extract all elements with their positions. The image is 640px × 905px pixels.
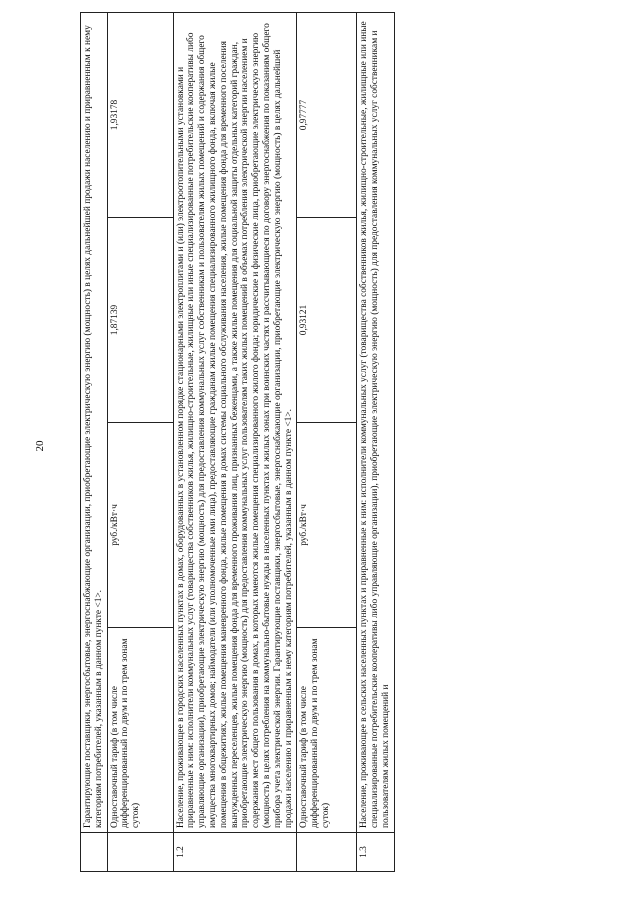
description-cell <box>357 13 394 833</box>
table-row <box>107 13 173 872</box>
row-number-cell <box>297 833 357 872</box>
description-text: Население, проживающее в сельских населенных пунктах и приравненные к ним: исполнители коммунальных услуг (товарищества собственников жилья, жилищно-строительные, жилищные или иные специализированные потребительские кооперативы либо управляющие организации), приобретающие электрическую энергию (мощность) для предоставления коммунальных услуг собственникам и пользователям жилых помещений и <box>359 21 391 828</box>
table-row <box>81 13 108 872</box>
page-number: 20 <box>34 440 46 452</box>
tariff-label-cell: Одноставочный тариф (в том числе дифференцированный по двум и по трем зонам суток) <box>297 628 357 833</box>
unit-cell: руб./кВт·ч <box>297 423 357 628</box>
table-row <box>173 13 297 872</box>
tariff-label-cell: Одноставочный тариф (в том числе дифференцированный по двум и по трем зонам суток) <box>107 628 173 833</box>
tariff-value-first-half: 0,93121 <box>297 218 357 423</box>
table-row <box>357 13 394 872</box>
description-cell <box>173 13 297 833</box>
rotated-page-content <box>80 12 592 872</box>
table-row <box>297 13 357 872</box>
description-text: Гарантирующие поставщики, энергосбытовые, энергоснабжающие организации, приобретающие электрическую энергию (мощность) в целях дальнейшей продажи населению и приравненным к нему категориям потребителей, указанным в данном пункте <1>. <box>83 25 104 828</box>
row-number-cell <box>81 833 108 872</box>
description-cell <box>81 13 108 833</box>
tariff-value-first-half: 1,87139 <box>107 218 173 423</box>
description-text: Население, проживающее в городских населенных пунктах в домах, оборудованных в установленном порядке стационарными электроплитами и (или) электроотопительными установками и приравненные к ним: исполнители коммунальных услуг (товарищества собственников жилья, жилищно-строительные, жилищные или иные специализированные потребительские кооперативы либо управляющие организации), приобретающие электрическую энергию (мощность) для предоставления коммунальных услуг собственникам и пользователям жилых помещений и содержания общего имущества многоквартирных домов; наймодатели (или уполномоченные ими лица), предоставляющие гражданам жилые помещения специализированного жилищного фонда, включая жилые помещения в общежитиях, жилые помещения маневренного фонда, жилые помещения в домах системы социального обслуживания населения, жилые помещения фонда для временного поселения вынужденных переселенцев, жилые помещения фонда для временного проживания лиц, признанных беженцами, а также жилые помещения для социальной защиты отдельных категорий граждан, приобретающие электрическую энергию (мощность) для предоставления коммунальных услуг пользователям таких жилых помещений в объемах потребления электрической энергии населением и содержания мест общего пользования в домах, в которых имеются жилые помещения специализированного жилого фонда; юридические и физические лица, приобретающие электрическую энергию (мощность) в целях потребления на коммунально-бытовые нужды в населенных пунктах и жилых зонах при воинских частях и рассчитывающиеся по договору энергоснабжения по показаниям общего прибора учета электрической энергии. Гарантирующие поставщики, энергосбытовые, энергоснабжающие организации, приобретающие электрическую энергию (мощность) в целях дальнейшей продажи населению и приравненным к нему категориям потребителей, указанным в данном пункте <1>. <box>175 23 294 828</box>
tariff-value-second-half: 1,93178 <box>107 13 173 218</box>
tariff-value-second-half: 0,97777 <box>297 13 357 218</box>
row-number-cell: 1.3 <box>357 833 394 872</box>
tariff-table <box>80 12 395 872</box>
row-number-cell <box>107 833 173 872</box>
row-number-cell: 1.2 <box>173 833 297 872</box>
unit-cell: руб./кВт·ч <box>107 423 173 628</box>
